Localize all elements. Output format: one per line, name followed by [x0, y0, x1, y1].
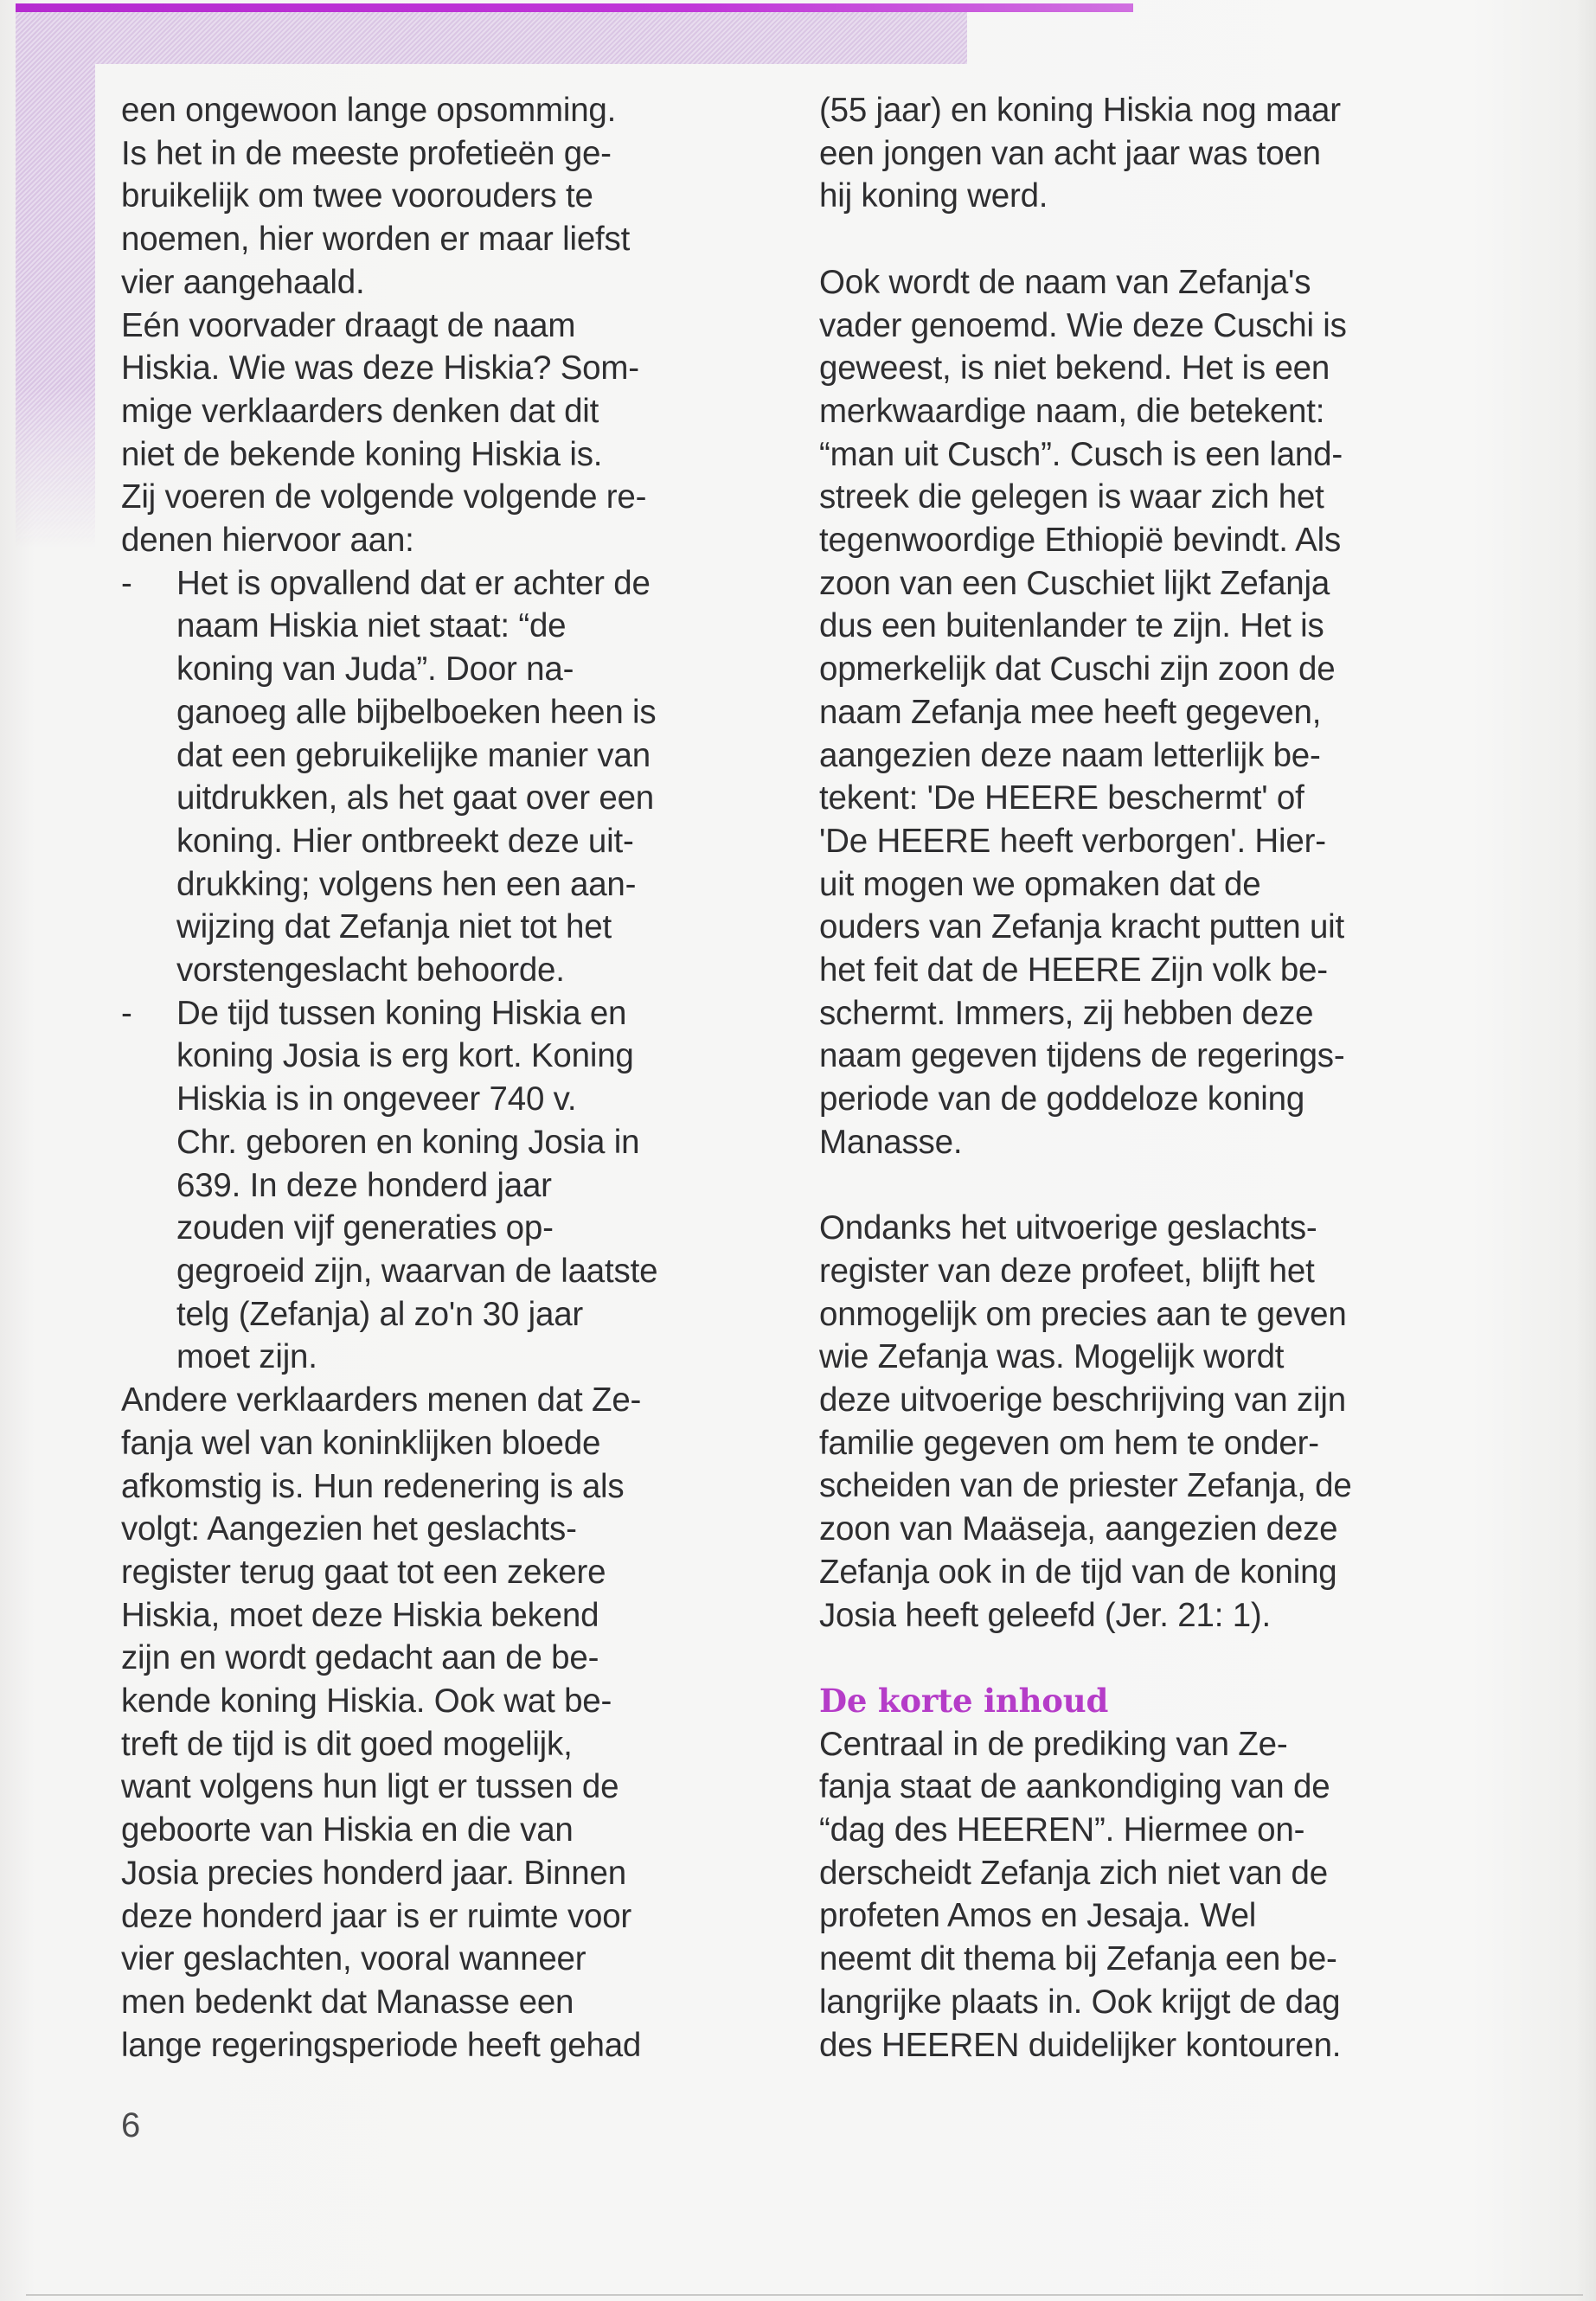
text-line [121, 863, 744, 907]
line-text: Eén voorvader draagt de naam [121, 306, 576, 344]
text-line: Ook wordt de naam van Zefanja's [819, 263, 1311, 301]
text-line [121, 2024, 744, 2067]
line-text: zouden vijf generaties op- [176, 1209, 554, 1247]
paragraph [819, 1207, 1451, 1637]
text-line [121, 992, 744, 1035]
left-hatched-band [16, 12, 95, 548]
line-text: register terug gaat tot een zekere [121, 1553, 606, 1591]
text-line: merkwaardige naam, die betekent: [819, 392, 1325, 430]
section-heading: De korte inhoud [819, 1681, 1109, 1720]
text-line [121, 1078, 744, 1121]
left-text-column [121, 89, 744, 2067]
text-line [121, 519, 744, 562]
top-hatched-band [16, 12, 967, 64]
text-line [121, 1164, 744, 1208]
text-line: profeten Amos en Jesaja. Wel [819, 1897, 1257, 1935]
text-line [121, 949, 744, 992]
paragraph [819, 89, 1451, 218]
text-line [121, 1250, 744, 1293]
text-line [121, 1895, 744, 1939]
line-text: koning. Hier ontbreekt deze uit- [176, 822, 634, 860]
text-line: hij koning werd. [819, 177, 1048, 215]
text-line [121, 1207, 744, 1250]
text-line [121, 1121, 744, 1164]
text-line: zoon van een Cuschiet lijkt Zefanja [819, 564, 1330, 602]
text-line [121, 906, 744, 949]
text-line [121, 1723, 744, 1766]
text-line: wie Zefanja was. Mogelijk wordt [819, 1338, 1285, 1376]
text-line [121, 1680, 744, 1723]
text-line [121, 562, 744, 606]
line-text: Het is opvallend dat er achter de [176, 564, 651, 602]
text-line [121, 1809, 744, 1852]
text-line [121, 304, 744, 348]
text-line: familie gegeven om hem te onder- [819, 1424, 1319, 1462]
line-text: vier aangehaald. [121, 263, 365, 301]
text-line: naam gegeven tijdens de regerings- [819, 1037, 1345, 1075]
text-line: onmogelijk om precies aan te geven [819, 1295, 1347, 1333]
text-line: “man uit Cusch”. Cusch is een land- [819, 435, 1343, 473]
text-line: vader genoemd. Wie deze Cuschi is [819, 306, 1347, 344]
text-line: Zefanja ook in de tijd van de koning [819, 1553, 1337, 1591]
text-line: scheiden van de priester Zefanja, de [819, 1467, 1352, 1505]
text-line: neemt dit thema bij Zefanja een be- [819, 1940, 1337, 1978]
text-line: schermt. Immers, zij hebben deze [819, 994, 1314, 1032]
line-text: mige verklaarders denken dat dit [121, 392, 599, 430]
text-line [121, 89, 744, 132]
text-line [121, 1035, 744, 1078]
line-text: denen hiervoor aan: [121, 522, 414, 560]
text-line: deze uitvoerige beschrijving van zijn [819, 1381, 1346, 1420]
line-text: treft de tijd is dit goed mogelijk, [121, 1725, 573, 1763]
line-text: gegroeid zijn, waarvan de laatste [176, 1252, 658, 1290]
text-line [121, 1293, 744, 1336]
text-line [121, 691, 744, 734]
line-text: Hiskia, moet deze Hiskia bekend [121, 1596, 599, 1634]
text-line: 'De HEERE heeft verborgen'. Hier- [819, 822, 1326, 860]
text-line: opmerkelijk dat Cuschi zijn zoon de [819, 651, 1336, 689]
text-line: een jongen van acht jaar was toen [819, 134, 1321, 172]
text-line [121, 433, 744, 477]
line-text: Chr. geboren en koning Josia in [176, 1123, 640, 1161]
text-line [121, 1379, 744, 1422]
line-text: uitdrukken, als het gaat over een [176, 779, 655, 817]
text-line [121, 777, 744, 820]
top-purple-rule [16, 3, 1133, 12]
paragraph [819, 261, 1451, 1164]
paragraph [819, 1723, 1451, 2067]
text-line: dus een buitenlander te zijn. Het is [819, 607, 1324, 645]
text-line: des HEEREN duidelijker kontouren. [819, 2026, 1342, 2064]
line-text: wijzing dat Zefanja niet tot het [176, 908, 612, 946]
text-line [121, 648, 744, 691]
text-line: derscheidt Zefanja zich niet van de [819, 1854, 1328, 1892]
line-text: zijn en wordt gedacht aan de be- [121, 1639, 599, 1677]
text-line [121, 1551, 744, 1594]
line-text: koning van Juda”. Door na- [176, 651, 574, 689]
text-line: geweest, is niet bekend. Het is een [819, 349, 1330, 388]
text-line [121, 1938, 744, 1981]
line-text: drukking; volgens hen een aan- [176, 865, 637, 903]
text-line: ouders van Zefanja kracht putten uit [819, 908, 1345, 946]
text-line: fanja staat de aankondiging van de [819, 1768, 1330, 1806]
text-line: register van deze profeet, blijft het [819, 1252, 1315, 1290]
line-text: naam Hiskia niet staat: “de [176, 607, 567, 645]
page-number: 6 [121, 2106, 141, 2144]
text-line [121, 1422, 744, 1465]
text-line [121, 1766, 744, 1809]
text-line: zoon van Maäseja, aangezien deze [819, 1510, 1338, 1548]
line-text: Zij voeren de volgende volgende re- [121, 478, 647, 516]
line-text: De tijd tussen koning Hiskia en [176, 994, 627, 1032]
line-text: noemen, hier worden er maar liefst [121, 221, 631, 259]
text-line: Manasse. [819, 1123, 963, 1161]
text-line [121, 476, 744, 519]
text-line: uit mogen we opmaken dat de [819, 865, 1261, 903]
line-text: koning Josia is erg kort. Koning [176, 1037, 634, 1075]
line-text: Hiskia is in ongeveer 740 v. [176, 1080, 577, 1118]
text-line: tegenwoordige Ethiopië bevindt. Als [819, 522, 1342, 560]
line-text: Is het in de meeste profetieën ge- [121, 134, 612, 172]
line-text: 639. In deze honderd jaar [176, 1166, 552, 1204]
paragraph-gap [819, 218, 1451, 261]
page-edge-shadow [1577, 0, 1596, 2301]
list-dash: - [121, 564, 132, 602]
line-text: telg (Zefanja) al zo'n 30 jaar [176, 1295, 584, 1333]
text-line: Centraal in de prediking van Ze- [819, 1725, 1288, 1763]
line-text: niet de bekende koning Hiskia is. [121, 435, 603, 473]
line-text: Josia precies honderd jaar. Binnen [121, 1854, 626, 1892]
text-line [121, 261, 744, 304]
line-text: volgt: Aangezien het geslachts- [121, 1510, 577, 1548]
text-line [121, 175, 744, 218]
line-text: vier geslachten, vooral wanneer [121, 1940, 586, 1978]
line-text: dat een gebruikelijke manier van [176, 736, 651, 774]
text-line [121, 218, 744, 261]
text-line: (55 jaar) en koning Hiskia nog maar [819, 92, 1341, 129]
right-text-column [819, 89, 1451, 2067]
line-text: Andere verklaarders menen dat Ze- [121, 1381, 642, 1420]
line-text: ganoeg alle bijbelboeken heen is [176, 693, 657, 731]
line-text: lange regeringsperiode heeft gehad [121, 2026, 642, 2064]
text-line [121, 390, 744, 433]
text-line [121, 1465, 744, 1509]
text-line [121, 1594, 744, 1638]
line-text: bruikelijk om twee voorouders te [121, 177, 593, 215]
text-line: periode van de goddeloze koning [819, 1080, 1305, 1118]
line-text: kende koning Hiskia. Ook wat be- [121, 1682, 612, 1721]
text-line [121, 734, 744, 778]
text-line: het feit dat de HEERE Zijn volk be- [819, 952, 1328, 990]
text-line [121, 1981, 744, 2024]
text-line [121, 1637, 744, 1680]
text-line [121, 1852, 744, 1895]
text-line: Ondanks het uitvoerige geslachts- [819, 1209, 1317, 1247]
text-line: tekent: 'De HEERE beschermt' of [819, 779, 1304, 817]
line-text: fanja wel van koninklijken bloede [121, 1424, 601, 1462]
list-dash: - [121, 994, 132, 1032]
line-text: een ongewoon lange opsomming. [121, 92, 617, 129]
text-line [121, 132, 744, 176]
text-line: langrijke plaats in. Ook krijgt de dag [819, 1983, 1341, 2021]
line-text: want volgens hun ligt er tussen de [121, 1768, 619, 1806]
text-line [121, 1508, 744, 1551]
bottom-edge-line [26, 2294, 1583, 2296]
line-text: vorstengeslacht behoorde. [176, 952, 565, 990]
text-line [121, 1336, 744, 1379]
text-line [121, 820, 744, 863]
text-line: streek die gelegen is waar zich het [819, 478, 1324, 516]
paragraph-gap [819, 1164, 1451, 1208]
line-text: deze honderd jaar is er ruimte voor [121, 1897, 632, 1935]
line-text: moet zijn. [176, 1338, 317, 1376]
line-text: geboorte van Hiskia en die van [121, 1811, 574, 1849]
text-line: Josia heeft geleefd (Jer. 21: 1). [819, 1596, 1272, 1634]
text-line [121, 605, 744, 648]
text-line: “dag des HEEREN”. Hiermee on- [819, 1811, 1305, 1849]
line-text: afkomstig is. Hun redenering is als [121, 1467, 625, 1505]
text-line: naam Zefanja mee heeft gegeven, [819, 693, 1322, 731]
line-text: men bedenkt dat Manasse een [121, 1983, 574, 2021]
text-line: aangezien deze naam letterlijk be- [819, 736, 1321, 774]
line-text: Hiskia. Wie was deze Hiskia? Som- [121, 349, 639, 388]
paragraph-gap [819, 1637, 1451, 1680]
text-line [121, 347, 744, 390]
